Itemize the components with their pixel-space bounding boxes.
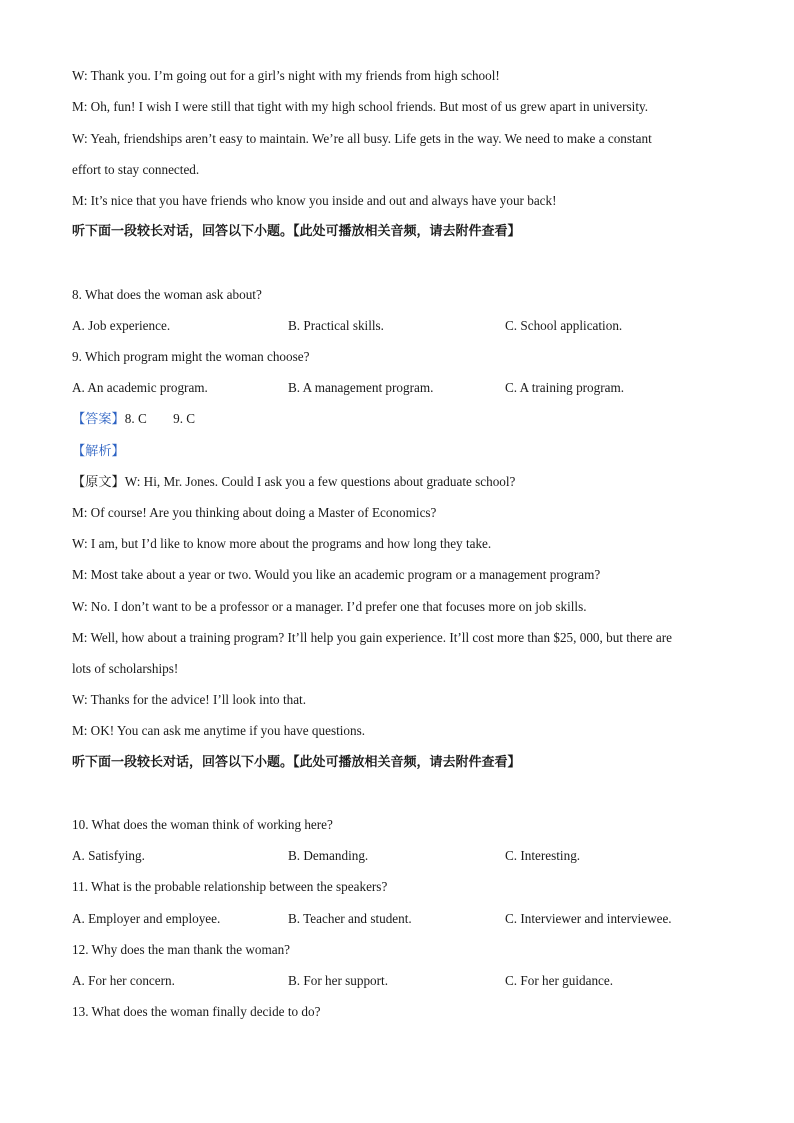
q12-option-a: A. For her concern.	[72, 973, 175, 988]
answer-line	[72, 411, 195, 428]
dialogue-line: W: Thank you. I’m going out for a girl’s night with my friends from high school!	[72, 68, 500, 83]
analysis-line	[72, 443, 125, 460]
q11-option-a: A. Employer and employee.	[72, 911, 221, 926]
original-first-line: W: Hi, Mr. Jones. Could I ask you a few questions about graduate school?	[124, 474, 516, 489]
listen-instruction: 听下面一段较长对话，回答以下小题。【此处可播放相关音频，请去附件查看】	[72, 224, 521, 239]
dialogue-line: effort to stay connected.	[72, 162, 200, 177]
dialogue-line: W: Thanks for the advice! I’ll look into that.	[72, 692, 307, 707]
question-8: 8. What does the woman ask about?	[72, 287, 262, 302]
original-label: 【原文】	[72, 475, 125, 490]
q10-option-a: A. Satisfying.	[72, 848, 145, 863]
q8-option-a: A. Job experience.	[72, 318, 171, 333]
q9-option-b: B. A management program.	[288, 380, 434, 395]
q10-option-b: B. Demanding.	[288, 848, 369, 863]
dialogue-line: M: Well, how about a training program? It’ll help you gain experience. It’ll cost more than $25, 000, but there are	[72, 630, 673, 645]
question-13: 13. What does the woman finally decide to do?	[72, 1004, 321, 1019]
dialogue-line: M: Most take about a year or two. Would you like an academic program or a management program?	[72, 567, 601, 582]
q8-option-c: C. School application.	[505, 318, 623, 333]
question-9: 9. Which program might the woman choose?	[72, 349, 310, 364]
q9-option-a: A. An academic program.	[72, 380, 208, 395]
q8-option-b: B. Practical skills.	[288, 318, 384, 333]
q10-option-c: C. Interesting.	[505, 848, 581, 863]
question-10: 10. What does the woman think of working here?	[72, 817, 333, 832]
dialogue-line: W: I am, but I’d like to know more about the programs and how long they take.	[72, 536, 492, 551]
dialogue-line: M: Oh, fun! I wish I were still that tight with my high school friends. But most of us grew apart in university.	[72, 99, 649, 114]
q9-option-c: C. A training program.	[505, 380, 625, 395]
q11-option-b: B. Teacher and student.	[288, 911, 412, 926]
q12-option-c: C. For her guidance.	[505, 973, 614, 988]
dialogue-line: lots of scholarships!	[72, 661, 179, 676]
dialogue-line: M: OK! You can ask me anytime if you have questions.	[72, 723, 366, 738]
answer-label: 【答案】	[72, 412, 125, 427]
q12-option-b: B. For her support.	[288, 973, 389, 988]
q11-option-c: C. Interviewer and interviewee.	[505, 911, 672, 926]
original-line	[72, 474, 515, 491]
question-12: 12. Why does the man thank the woman?	[72, 942, 291, 957]
question-11: 11. What is the probable relationship between the speakers?	[72, 879, 388, 894]
dialogue-line: M: It’s nice that you have friends who know you inside and out and always have your back!	[72, 193, 557, 208]
dialogue-line: M: Of course! Are you thinking about doing a Master of Economics?	[72, 505, 437, 520]
dialogue-line: W: No. I don’t want to be a professor or a manager. I’d prefer one that focuses more on job skills.	[72, 599, 587, 614]
analysis-label: 【解析】	[72, 444, 125, 459]
listen-instruction: 听下面一段较长对话，回答以下小题。【此处可播放相关音频，请去附件查看】	[72, 755, 521, 770]
dialogue-line: W: Yeah, friendships aren’t easy to maintain. We’re all busy. Life gets in the way. We need to make a constant	[72, 131, 652, 146]
answer-text: 8. C 9. C	[124, 411, 196, 426]
